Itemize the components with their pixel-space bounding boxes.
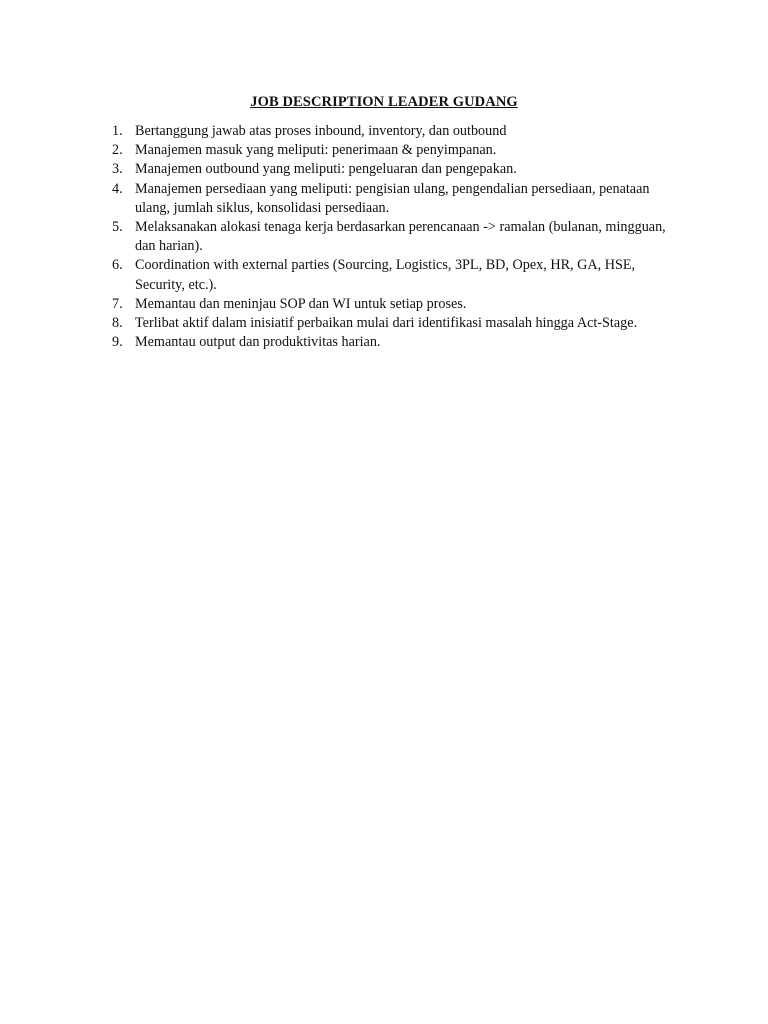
list-item-text: Melaksanakan alokasi tenaga kerja berdasarkan perencanaan -> ramalan (bulanan, mingguan, dan harian). (135, 219, 666, 255)
list-item-text: Coordination with external parties (Sourcing, Logistics, 3PL, BD, Opex, HR, GA, HSE, Security, etc.). (135, 257, 636, 293)
list-item-text: Manajemen outbound yang meliputi: pengeluaran dan pengepakan. (135, 161, 517, 178)
list-item (108, 295, 688, 314)
list-item-number: 4. (112, 180, 123, 197)
list-item-number: 3. (112, 161, 123, 178)
list-item-number: 7. (112, 295, 123, 312)
list-item (108, 333, 688, 352)
list-item (108, 180, 688, 218)
list-item-text: Manajemen persediaan yang meliputi: pengisian ulang, pengendalian persediaan, penataan ulang, jumlah siklus, konsolidasi persediaan. (135, 180, 650, 216)
list-item-number: 5. (112, 219, 123, 236)
list-item-number: 6. (112, 257, 123, 274)
list-item-number: 1. (112, 123, 123, 139)
list-item-number: 8. (112, 315, 123, 332)
list-item (108, 122, 688, 141)
list-item-text: Memantau dan meninjau SOP dan WI untuk setiap proses. (135, 295, 467, 312)
list-item-number: 9. (112, 334, 123, 351)
list-item (108, 141, 688, 160)
list-item-text: Terlibat aktif dalam inisiatif perbaikan mulai dari identifikasi masalah hingga Act-Stage. (135, 315, 638, 332)
list-item-number: 2. (112, 142, 123, 159)
list-item (108, 314, 688, 333)
list-item (108, 160, 688, 179)
list-item-text: Manajemen masuk yang meliputi: penerimaan & penyimpanan. (135, 142, 497, 159)
job-duties-list (108, 122, 688, 352)
list-item-text: Bertanggung jawab atas proses inbound, inventory, dan outbound (135, 123, 507, 139)
document-title: JOB DESCRIPTION LEADER GUDANG (250, 94, 518, 110)
list-item (108, 218, 688, 256)
list-item-text: Memantau output dan produktivitas harian. (135, 334, 381, 351)
list-item (108, 256, 688, 294)
